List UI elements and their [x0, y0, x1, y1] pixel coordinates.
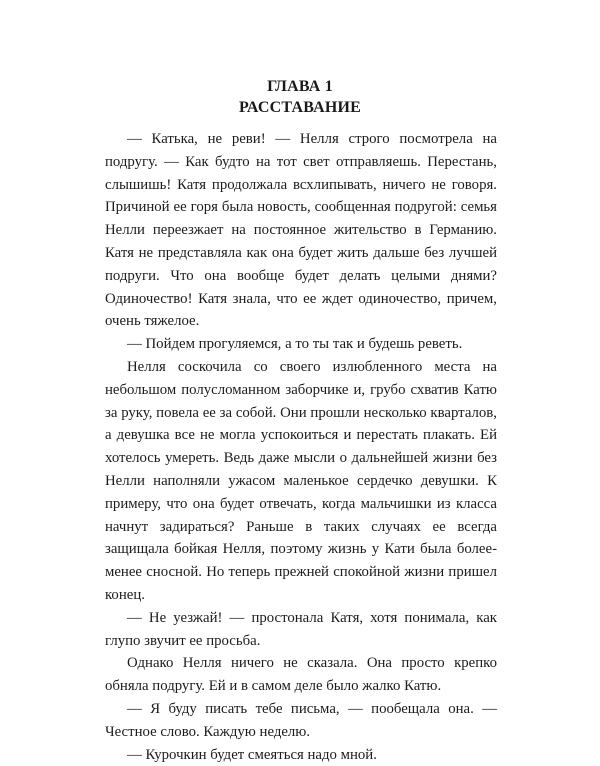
chapter-header	[0, 76, 600, 118]
paragraph: — Пойдем прогуляемся, а то ты так и будешь реветь.	[127, 336, 463, 353]
paragraph: Нелля соскочила со своего излюбленного места на небольшом полусломанном заборчике и, грубо схватив Катю за руку, повела ее за собой. Они прошли несколько кварталов, а девушка все не могла успокоиться и перестать плакать. Ей хотелось умереть. Ведь даже мысли о дальнейшей жизни без Нелли наполняли ужасом маленькое сердечко девушки. К примеру, что она будет отвечать, когда мальчишки из класса начнут задираться? Раньше в таких случаях ее всегда защищала бойкая Нелля, поэтому жизнь у Кати была более-менее сносной. Но теперь прежней спокойной жизни пришел конец.	[105, 358, 497, 603]
chapter-title: РАССТАВАНИЕ	[238, 99, 361, 116]
chapter-body	[105, 128, 497, 766]
paragraph: — Не уезжай! — простонала Катя, хотя понимала, как глупо звучит ее просьба.	[105, 609, 497, 649]
paragraph: — Катька, не реви! — Нелля строго посмотрела на подругу. — Как будто на тот свет отправляешь. Перестань, слышишь! Катя продолжала всхлипывать, ничего не говоря. Причиной ее горя была новость, сообщенная подругой: семья Нелли переезжает на постоянное жительство в Германию. Катя не представляла как она будет жить дальше без лучшей подруги. Что она вообще будет делать целыми днями? Одиночество! Катя знала, что ее ждет одиночество, причем, очень тяжелое.	[105, 131, 497, 330]
paragraph: — Я буду писать тебе письма, — пообещала она. — Честное слово. Каждую неделю.	[105, 700, 497, 740]
chapter-number: ГЛАВА 1	[267, 78, 333, 95]
paragraph: — Курочкин будет смеяться надо мной.	[127, 746, 377, 763]
paragraph: Однако Нелля ничего не сказала. Она просто крепко обняла подругу. Ей и в самом деле было жалко Катю.	[105, 655, 497, 695]
